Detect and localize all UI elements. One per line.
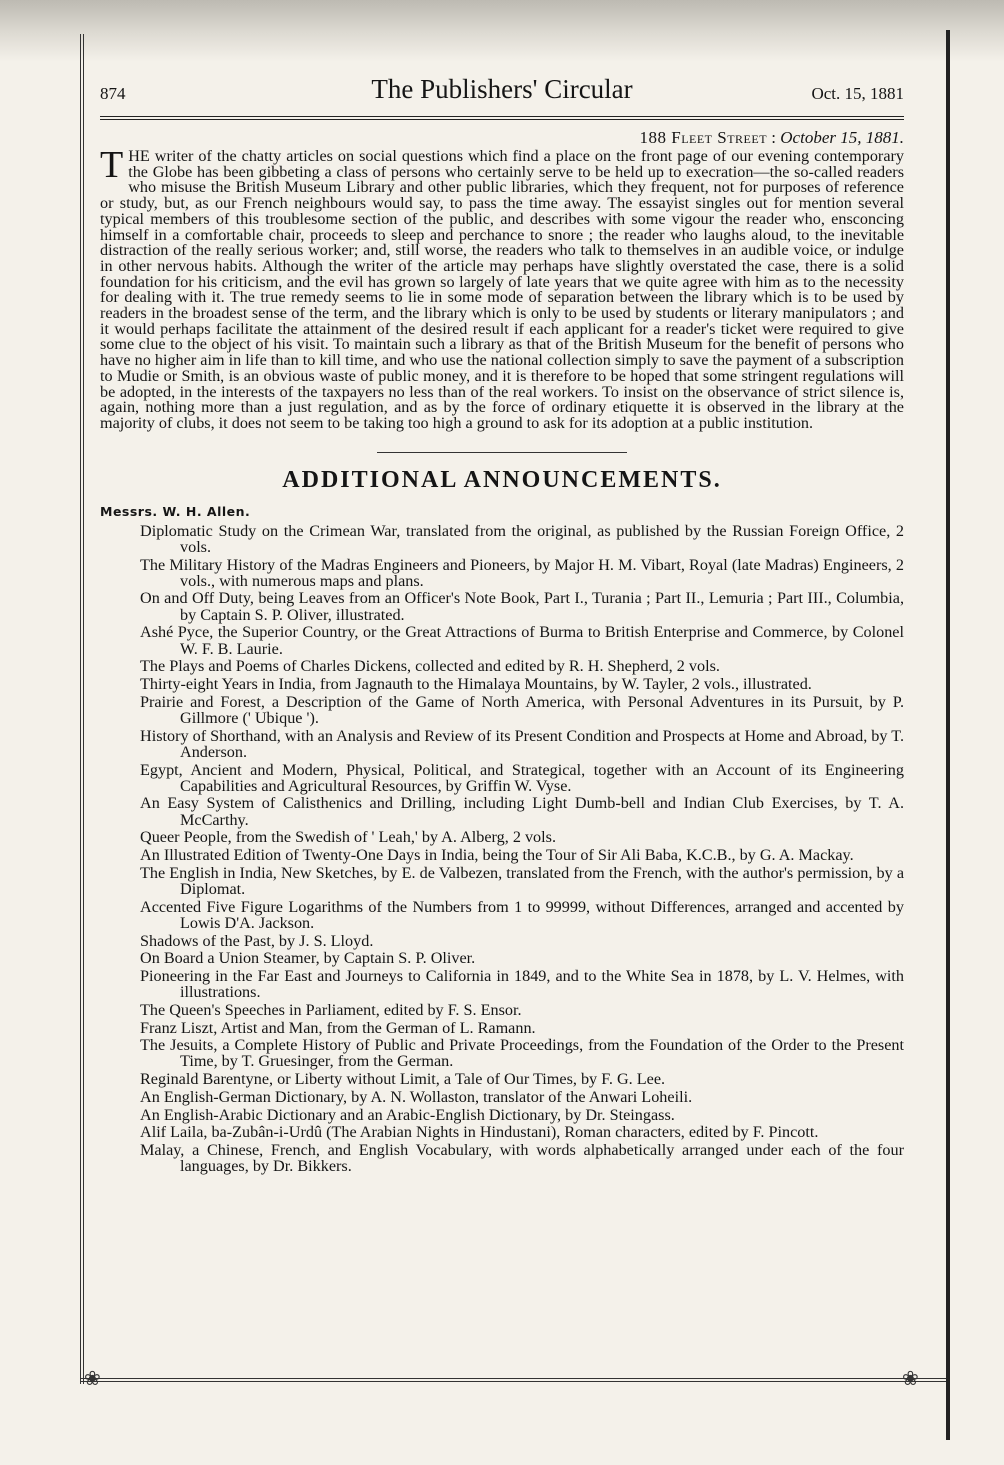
list-item: The English in India, New Sketches, by E. de Valbezen, translated from the French, with the author's permission, by a Diplomat. bbox=[140, 863, 904, 898]
list-item: The Military History of the Madras Engineers and Pioneers, by Major H. M. Vibart, Royal (late Madras) Engineers, 2 vols., with numerous maps and plans. bbox=[140, 555, 904, 590]
list-item: The Queen's Speeches in Parliament, edited by F. S. Ensor. bbox=[140, 1000, 522, 1019]
section-title: ADDITIONAL ANNOUNCEMENTS. bbox=[282, 466, 722, 493]
list-item: Thirty-eight Years in India, from Jagnauth to the Himalaya Mountains, by W. Tayler, 2 vols., illustrated. bbox=[140, 674, 812, 693]
section-separator bbox=[377, 452, 627, 453]
list-item: Franz Liszt, Artist and Man, from the German of L. Ramann. bbox=[140, 1018, 536, 1037]
drop-cap: T bbox=[100, 144, 124, 186]
list-item: Reginald Barentyne, or Liberty without Limit, a Tale of Our Times, by F. G. Lee. bbox=[140, 1070, 666, 1089]
list-item: On Board a Union Steamer, by Captain S. P. Oliver. bbox=[140, 949, 476, 968]
scan-right-edge bbox=[946, 30, 950, 1440]
dateline-address: 188 Fleet Street bbox=[639, 128, 768, 147]
publisher-name: Messrs. W. H. Allen. bbox=[100, 503, 251, 519]
dateline-date: October 15, 1881. bbox=[780, 128, 904, 147]
list-item: Egypt, Ancient and Modern, Physical, Political, and Strategical, together with an Account of its Engineering Capabilities and Agricultural Resources, by Griffin W. Vyse. bbox=[140, 760, 904, 795]
corner-ornament-icon: ❀ bbox=[84, 1368, 101, 1390]
announcement-list bbox=[100, 523, 904, 1175]
list-item: Pioneering in the Far East and Journeys to California in 1849, and to the White Sea in 1878, by L. V. Helmes, with illustrations. bbox=[140, 966, 904, 1002]
list-item: Prairie and Forest, a Description of the Game of North America, with Personal Adventures in its Pursuit, by P. Gillmore (' Ubique '). bbox=[140, 692, 904, 727]
issue-date: Oct. 15, 1881 bbox=[811, 84, 904, 103]
list-item: An English-Arabic Dictionary and an Arabic-English Dictionary, by Dr. Steingass. bbox=[140, 1105, 675, 1124]
list-item: The Jesuits, a Complete History of Public and Private Proceedings, from the Foundation of the Order to the Present Time, by T. Gruesinger, from the German. bbox=[140, 1036, 904, 1071]
page-content bbox=[100, 74, 904, 1176]
list-item: History of Shorthand, with an Analysis and Review of its Present Condition and Prospects at Home and Abroad, by T. Anderson. bbox=[140, 726, 904, 761]
list-item: An English-German Dictionary, by A. N. Wollaston, translator of the Anwari Loheili. bbox=[140, 1087, 693, 1106]
page-border-bottom-rule bbox=[80, 1378, 946, 1382]
list-item: Ashé Pyce, the Superior Country, or the Great Attractions of Burma to British Enterprise and Commerce, by Colonel W. F. B. Laurie. bbox=[140, 623, 904, 658]
list-item: Accented Five Figure Logarithms of the Numbers from 1 to 99999, without Differences, arranged and accented by Lowis D'A. Jackson. bbox=[140, 897, 904, 932]
list-item: Alif Laila, ba-Zubân-i-Urdû (The Arabian Nights in Hindustani), Roman characters, edited by F. Pincott. bbox=[140, 1123, 819, 1142]
article-body: HE writer of the chatty articles on social questions which find a place on the front page of our evening contemporary the Globe has been gibbeting a class of persons who certainly serve to be held up to execration—the so-called readers who misuse the British Museum Library and other public libraries, which they frequent, not for purposes of reference or study, but, as our French neighbours would say, to pass the time away. The essayist singles out for mention several typical members of this troublesome section of the public, and describes with some vigour the reader who, ensconcing himself in a comfortable chair, proceeds to sleep and perchance to snore ; the reader who laughs aloud, to the inevitable distraction of the really serious worker; and, still worse, the readers who talk to themselves in an audible voice, or indulge in other nervous habits. Although the writer of the article may perhaps have slightly overstated the case, there is a solid foundation for his criticism, and the evil has grown so largely of late years that we quite agree with him as to the necessity for dealing with it. The true remedy seems to lie in some mode of separation between the library which is to be used by readers in the broadest sense of the term, and the library which is only to be used by students or literary manipulators ; and it would perhaps facilitate the attainment of the desired result if each applicant for a reader's ticket were required to give some clue to the object of his visit. To maintain such a library as that of the British Museum for the benefit of persons who have no higher aim in life than to kill time, and who use the national collection simply to save the payment of a subscription to Mudie or Smith, is an obvious waste of public money, and it is therefore to be hoped that some stringent regulations will be adopted, in the interests of the taxpayers no less than of the real workers. To insist on the observance of strict silence is, again, nothing more than a just regulation, and as by the force of ordinary etiquette it is observed in the library at the majority of clubs, it does not seem to be taking too high a ground to ask for its adoption at a public institution. bbox=[100, 147, 904, 432]
running-head bbox=[100, 74, 904, 112]
page-number: 874 bbox=[100, 84, 126, 103]
list-item: Queer People, from the Swedish of ' Leah,' by A. Alberg, 2 vols. bbox=[140, 828, 556, 847]
list-item: On and Off Duty, being Leaves from an Officer's Note Book, Part I., Turania ; Part II., Lemuria ; Part III., Columbia, by Captain S. P. Oliver, illustrated. bbox=[140, 589, 904, 624]
list-item: The Plays and Poems of Charles Dickens, collected and edited by R. H. Shepherd, 2 vols. bbox=[140, 657, 720, 676]
list-item: An Illustrated Edition of Twenty-One Days in India, being the Tour of Sir Ali Baba, K.C.B., by G. A. Mackay. bbox=[140, 846, 854, 865]
editorial-article bbox=[100, 144, 904, 432]
list-item: An Easy System of Calisthenics and Drilling, including Light Dumb-bell and Indian Club Exercises, by T. A. McCarthy. bbox=[140, 794, 904, 829]
list-item: Shadows of the Past, by J. S. Lloyd. bbox=[140, 931, 374, 950]
dateline: 188 Fleet Street : October 15, 1881. bbox=[639, 128, 904, 147]
journal-title: The Publishers' Circular bbox=[371, 74, 633, 104]
list-item: Malay, a Chinese, French, and English Vocabulary, with words alphabetically arranged under each of the four languages, by Dr. Bikkers. bbox=[140, 1140, 904, 1176]
header-double-rule bbox=[100, 116, 904, 120]
list-item: Diplomatic Study on the Crimean War, translated from the original, as published by the Russian Foreign Office, 2 vols. bbox=[140, 521, 904, 556]
corner-ornament-icon: ❀ bbox=[902, 1368, 919, 1390]
